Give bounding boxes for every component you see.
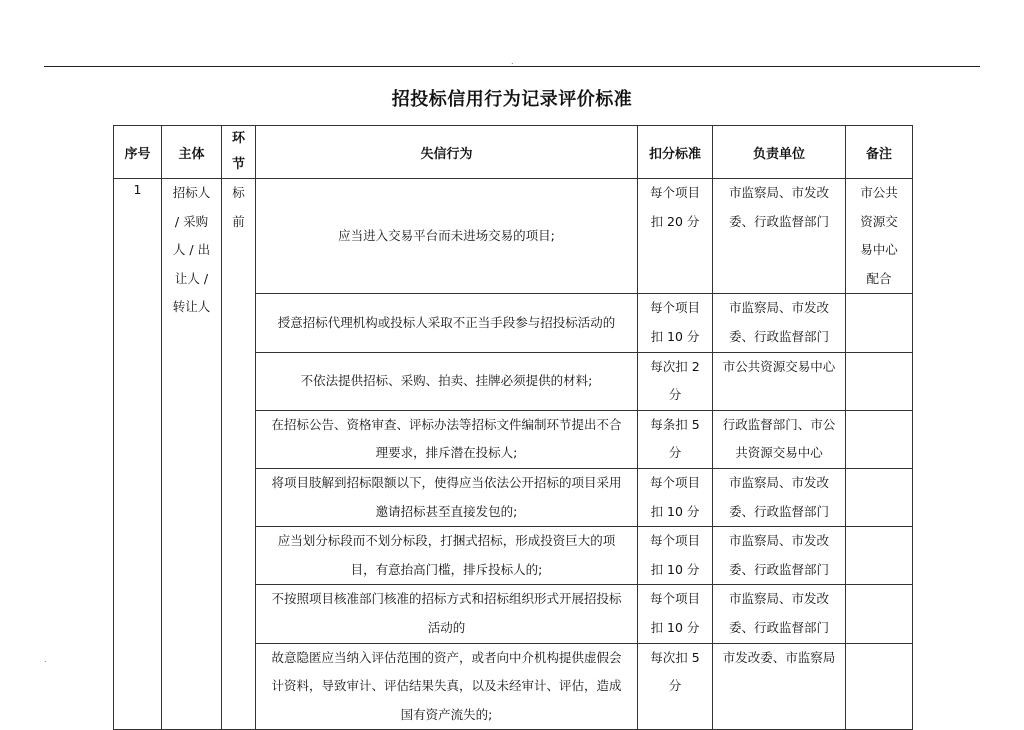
action-line: 理要求，排斥潜在投标人;	[375, 445, 518, 461]
unit-line: 共资源交易中心	[735, 445, 823, 461]
unit-line: 市监察局、市发改	[728, 300, 829, 316]
seq-number: 1	[133, 182, 142, 197]
score-line: 扣 20 分	[650, 213, 700, 229]
action-line: 应当进入交易平台而未进场交易的项目;	[338, 227, 555, 243]
header-row	[114, 126, 913, 179]
unit-line: 委、行政监督部门	[728, 619, 829, 635]
unit-cell	[713, 527, 846, 585]
score-line: 扣 10 分	[650, 503, 700, 519]
page-mark-bottom: .	[44, 655, 47, 664]
header-stage	[222, 126, 256, 179]
score-cell	[638, 643, 713, 730]
table-row	[114, 179, 913, 294]
unit-line: 市监察局、市发改	[728, 474, 829, 490]
note-line: 配合	[866, 270, 892, 286]
subject-line: 转让人	[172, 299, 211, 315]
header-subject: 主体	[162, 126, 222, 179]
seq-cell	[114, 179, 162, 730]
score-line: 每条扣 5	[650, 416, 700, 432]
unit-cell	[713, 352, 846, 410]
unit-cell	[713, 294, 846, 352]
score-line: 扣 10 分	[650, 328, 700, 344]
note-line: 市公共	[860, 185, 898, 200]
score-line: 每个项目	[649, 300, 700, 316]
unit-line: 市监察局、市发改	[728, 533, 829, 549]
note-cell	[846, 585, 913, 643]
action-line: 授意招标代理机构或投标人采取不正当手段参与招投标活动的	[277, 314, 616, 330]
unit-line: 委、行政监督部门	[728, 328, 829, 344]
subject-line: 人 / 出	[172, 242, 211, 258]
unit-line: 市监察局、市发改	[728, 591, 829, 607]
header-stage-line2: 节	[231, 157, 245, 172]
unit-cell	[713, 410, 846, 468]
subject-cell	[162, 179, 222, 730]
score-cell	[638, 527, 713, 585]
score-line: 每个项目	[649, 533, 700, 549]
action-cell	[256, 527, 638, 585]
score-line: 分	[668, 387, 682, 403]
action-cell	[256, 643, 638, 730]
header-stage-line1: 环	[231, 131, 245, 146]
evaluation-table	[113, 125, 913, 730]
action-line: 邀请招标甚至直接发包的;	[375, 503, 518, 519]
action-line: 国有资产流失的;	[400, 706, 493, 722]
subject-line: / 采购	[174, 213, 209, 229]
table-body	[114, 179, 913, 730]
score-line: 每个项目	[649, 591, 700, 607]
stage-cell	[222, 179, 256, 730]
action-line: 将项目肢解到招标限额以下，使得应当依法公开招标的项目采用	[271, 474, 622, 490]
score-line: 分	[668, 678, 682, 694]
score-cell	[638, 294, 713, 352]
unit-line: 委、行政监督部门	[728, 213, 829, 229]
note-cell	[846, 527, 913, 585]
score-line: 扣 10 分	[650, 619, 700, 635]
unit-line: 市监察局、市发改	[728, 185, 829, 200]
header-rule	[44, 66, 980, 67]
action-line: 故意隐匿应当纳入评估范围的资产，或者向中介机构提供虚假会	[271, 649, 622, 665]
score-cell	[638, 179, 713, 294]
note-cell	[846, 352, 913, 410]
score-line: 每次扣 2	[650, 358, 700, 374]
score-line: 分	[668, 445, 682, 461]
score-line: 每个项目	[649, 474, 700, 490]
header-action: 失信行为	[256, 126, 638, 179]
action-line: 应当划分标段而不划分标段，打捆式招标，形成投资巨大的项	[277, 533, 616, 549]
action-cell	[256, 585, 638, 643]
action-cell	[256, 468, 638, 526]
action-cell	[256, 179, 638, 294]
unit-line: 市发改委、市监察局	[722, 649, 836, 665]
unit-line: 委、行政监督部门	[728, 503, 829, 519]
unit-cell	[713, 585, 846, 643]
header-unit: 负责单位	[713, 126, 846, 179]
stage-line: 前	[232, 213, 245, 229]
unit-line: 行政监督部门、市公	[722, 416, 836, 432]
action-line: 活动的	[427, 619, 466, 635]
note-line: 易中心	[860, 242, 898, 258]
action-line: 不依法提供招标、采购、拍卖、挂牌必须提供的材料;	[300, 372, 593, 388]
subject-line: 让人 /	[174, 270, 209, 286]
note-cell	[846, 179, 913, 294]
header-note: 备注	[846, 126, 913, 179]
page-title: 招投标信用行为记录评价标准	[391, 89, 633, 110]
score-cell	[638, 468, 713, 526]
note-cell	[846, 468, 913, 526]
unit-line: 市公共资源交易中心	[722, 358, 836, 374]
score-line: 每个项目	[649, 185, 700, 200]
score-line: 每次扣 5	[650, 649, 700, 665]
score-line: 扣 10 分	[650, 561, 700, 577]
header-seq: 序号	[114, 126, 162, 179]
action-cell	[256, 294, 638, 352]
action-line: 计资料，导致审计、评估结果失真，以及未经审计、评估，造成	[271, 678, 622, 694]
score-cell	[638, 410, 713, 468]
action-cell	[256, 410, 638, 468]
subject-line: 招标人	[172, 185, 211, 200]
unit-cell	[713, 179, 846, 294]
unit-cell	[713, 468, 846, 526]
action-cell	[256, 352, 638, 410]
page-mark-top: .	[511, 57, 514, 66]
action-line: 目，有意抬高门槛，排斥投标人的;	[350, 561, 543, 577]
note-cell	[846, 410, 913, 468]
action-line: 在招标公告、资格审查、评标办法等招标文件编制环节提出不合	[271, 416, 622, 432]
score-cell	[638, 585, 713, 643]
stage-line: 标	[232, 185, 245, 200]
header-score: 扣分标准	[638, 126, 713, 179]
unit-cell	[713, 643, 846, 730]
action-line: 不按照项目核准部门核准的招标方式和招标组织形式开展招投标	[271, 591, 622, 607]
note-cell	[846, 294, 913, 352]
score-cell	[638, 352, 713, 410]
unit-line: 委、行政监督部门	[728, 561, 829, 577]
note-line: 资源交	[860, 213, 898, 229]
note-cell	[846, 643, 913, 730]
